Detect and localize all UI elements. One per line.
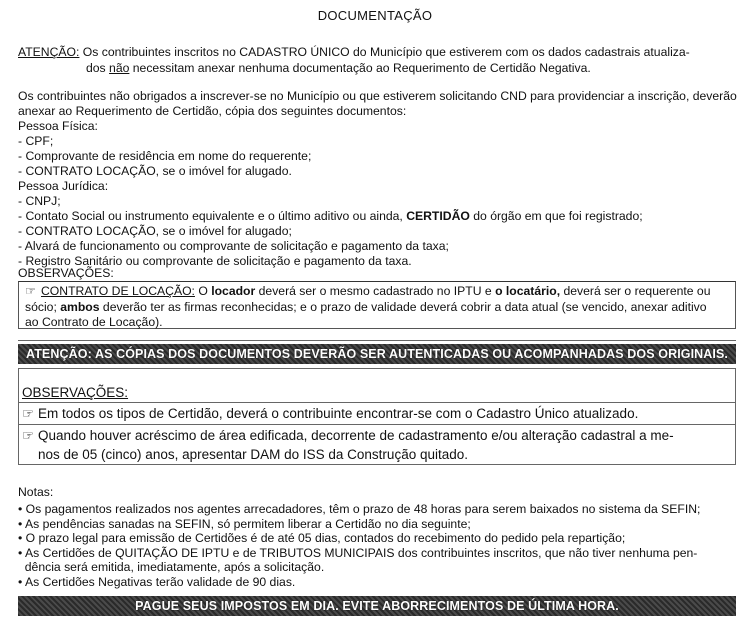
pj-item: - Alvará de funcionamento ou comprovante de solicitação e pagamento da taxa; — [18, 239, 449, 253]
attention-label: ATENÇÃO: — [18, 45, 80, 59]
notas-list — [18, 502, 736, 589]
intro-line2: anexar ao Requerimento de Certidão, cópia dos seguintes documentos: — [18, 104, 407, 118]
obs1-p3: deverá ser o requerente ou — [560, 284, 711, 298]
obs1-line3: ao Contrato de Locação). — [25, 315, 163, 329]
contrato-label: CONTRATO DE LOCAÇÃO: — [41, 284, 195, 298]
obs2-item1-text: Em todos os tipos de Certidão, deverá o contribuinte encontrar-se com o Cadastro Único atualizado. — [38, 406, 639, 421]
attention-line2-pre: dos — [86, 61, 110, 75]
nota-item: • As Certidões Negativas terão validade de 90 dias. — [18, 574, 296, 589]
obs2-item2-line2: nos de 05 (cinco) anos, apresentar DAM do ISS da Construção quitado. — [38, 447, 468, 462]
notas-title: Notas: — [18, 485, 54, 499]
observacoes-title: OBSERVAÇÕES: — [18, 266, 114, 280]
obs1-line2-post: deverão ter as firmas reconhecidas; e o prazo de validade deverá cobrir a data atual (se vencido, anexar aditivo — [99, 299, 707, 314]
pf-item: - CPF; — [18, 134, 54, 148]
pf-item: - CONTRATO LOCAÇÃO, se o imóvel for alugado. — [18, 164, 292, 178]
pj-item — [18, 209, 736, 224]
pessoa-juridica-title: Pessoa Jurídica: — [18, 179, 109, 193]
pay-taxes-banner: PAGUE SEUS IMPOSTOS EM DIA. EVITE ABORRECIMENTOS DE ÚLTIMA HORA. — [18, 596, 736, 616]
obs1-locador: locador — [211, 284, 256, 298]
obs2-item — [22, 404, 736, 423]
obs1-p2: deverá ser o mesmo cadastrado no IPTU e — [255, 284, 496, 298]
pj-item-bold: CERTIDÃO — [406, 209, 470, 223]
divider — [18, 424, 736, 425]
intro-line1: Os contribuintes não obrigados a inscrever-se no Município ou que estiverem solicitando CND para providenciar a inscrição, deverão — [18, 89, 737, 103]
pf-item: - Comprovante de residência em nome do requerente; — [18, 149, 312, 163]
page-title: DOCUMENTAÇÃO — [317, 8, 433, 23]
intro-section — [18, 89, 736, 269]
nota-item: • Os pagamentos realizados nos agentes arrecadadores, têm o prazo de 48 horas para serem baixados no sistema da SEFIN; — [18, 502, 701, 516]
authentication-banner: ATENÇÃO: AS CÓPIAS DOS DOCUMENTOS DEVERÃO SER AUTENTICADAS OU ACOMPANHADAS DOS ORIGINAIS. — [18, 344, 736, 364]
divider — [18, 464, 736, 465]
pointing-hand-icon: ☞ — [22, 406, 35, 421]
obs1-p1: O — [194, 284, 212, 298]
obs1-ambos: ambos — [60, 299, 100, 314]
nota-item: • As Certidões de QUITAÇÃO DE IPTU e de TRIBUTOS MUNICIPAIS dos contribuintes inscritos, que não tiver nenhuma pen- — [18, 545, 698, 560]
obs1-line2-pre: sócio; — [25, 299, 61, 314]
pointing-hand-icon: ☞ — [22, 428, 35, 443]
attention-notice — [18, 44, 736, 76]
pj-item: - CNPJ; — [18, 194, 61, 208]
frame-left — [18, 368, 19, 464]
observacoes2-title: OBSERVAÇÕES: — [22, 385, 129, 400]
attention-nao: não — [109, 61, 130, 75]
pj-item-tail: do órgão em que foi registrado; — [469, 209, 643, 223]
pointing-hand-icon: ☞ — [25, 284, 36, 298]
nota-item: • O prazo legal para emissão de Certidões é de até 05 dias, contados do recebimento do pedido pela repartição; — [18, 531, 626, 545]
divider — [18, 368, 736, 369]
attention-line2-post: necessitam anexar nenhuma documentação ao Requerimento de Certidão Negativa. — [129, 61, 591, 75]
obs2-item — [22, 426, 736, 464]
pj-item-text: - Contato Social ou instrumento equivalente e o último aditivo ou ainda, — [18, 209, 407, 223]
divider — [18, 402, 736, 403]
divider — [18, 340, 736, 341]
pj-item: - CONTRATO LOCAÇÃO, se o imóvel for alugado; — [18, 224, 292, 238]
obs2-item2-line1: Quando houver acréscimo de área edificada, decorrente de cadastramento e/ou alteração cadastral a me- — [38, 428, 674, 443]
attention-line1: Os contribuintes inscritos no CADASTRO ÚNICO do Município que estiverem com os dados cadastrais atualiza- — [82, 45, 690, 59]
observacoes-box — [18, 281, 736, 329]
nota-item: • As pendências sanadas na SEFIN, só permitem liberar a Certidão no dia seguinte; — [18, 516, 471, 531]
obs1-locatario: o locatário, — [495, 284, 561, 298]
nota-item: dência será emitida, imediatamente, após a solicitação. — [18, 560, 325, 574]
pj-item: - Registro Sanitário ou comprovante de solicitação e pagamento da taxa. — [18, 254, 412, 268]
pessoa-fisica-title: Pessoa Física: — [18, 119, 98, 133]
